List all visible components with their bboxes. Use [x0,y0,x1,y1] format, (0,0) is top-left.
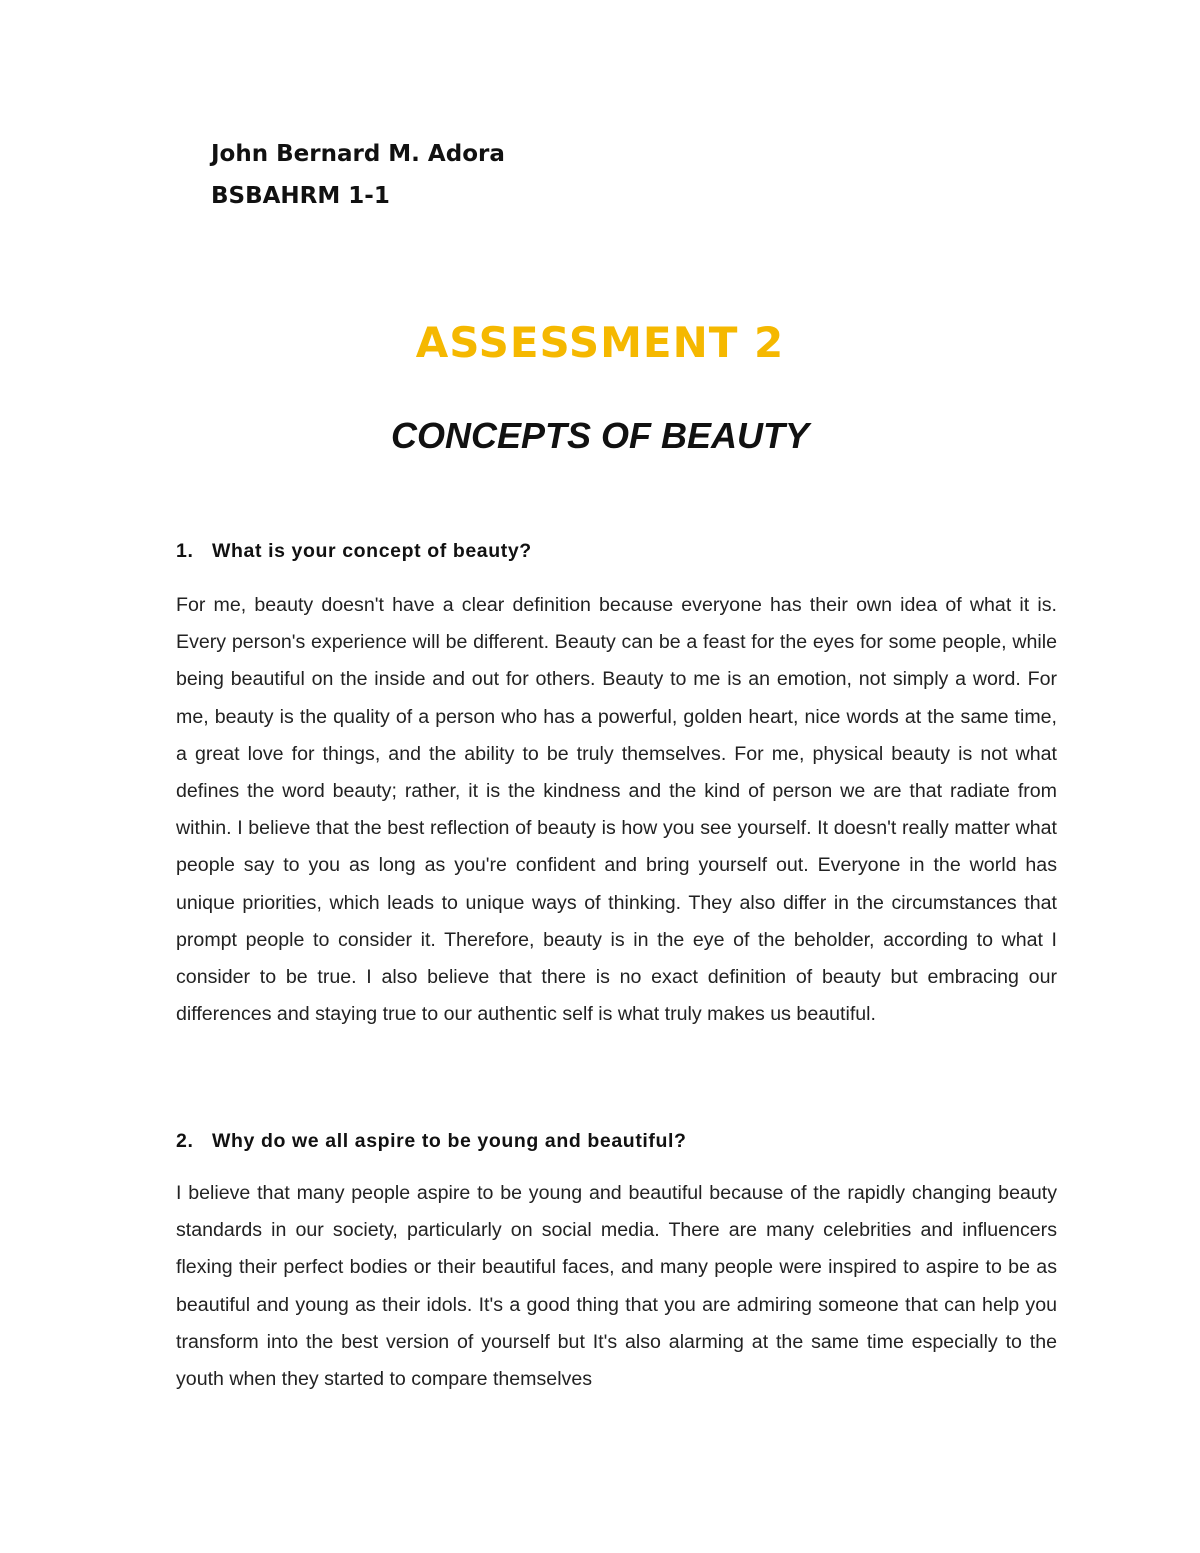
question-text: What is your concept of beauty? [212,540,532,562]
question-1 [176,540,532,563]
document-subtitle: CONCEPTS OF BEAUTY [390,415,810,456]
author-name: John Bernard M. Adora [211,141,505,167]
question-text: Why do we all aspire to be young and beautiful? [212,1130,687,1152]
answer-1: For me, beauty doesn't have a clear definition because everyone has their own idea of what it is. Every person's experience will be different. Beauty can be a feast for the eyes for some people, while being beautiful on the inside and out for others. Beauty to me is an emotion, not simply a word. For me, beauty is the quality of a person who has a powerful, golden heart, nice words at the same time, a great love for things, and the ability to be truly themselves. For me, physical beauty is not what defines the word beauty; rather, it is the kindness and the kind of person we are that radiate from within. I believe that the best reflection of beauty is how you see yourself. It doesn't really matter what people say to you as long as you're confident and bring yourself out. Everyone in the world has unique priorities, which leads to unique ways of thinking. They also differ in the circumstances that prompt people to consider it. Therefore, beauty is in the eye of the beholder, according to what I consider to be true. I also believe that there is no exact definition of beauty but embracing our differences and staying true to our authentic self is what truly makes us beautiful. [176,594,1057,1026]
question-2 [176,1130,687,1153]
answer-2: I believe that many people aspire to be young and beautiful because of the rapidly changing beauty standards in our society, particularly on social media. There are many celebrities and influencers flexing their perfect bodies or their beautiful faces, and many people were inspired to aspire to be as beautiful and young as their idols. It's a good thing that you are admiring someone that can help you transform into the best version of yourself but It's also alarming at the same time especially to the youth when they started to compare themselves [176,1182,1057,1391]
course-section: BSBAHRM 1-1 [211,183,390,209]
question-number: 2. [176,1130,194,1152]
assessment-title: ASSESSMENT 2 [415,318,785,367]
question-number: 1. [176,540,194,562]
